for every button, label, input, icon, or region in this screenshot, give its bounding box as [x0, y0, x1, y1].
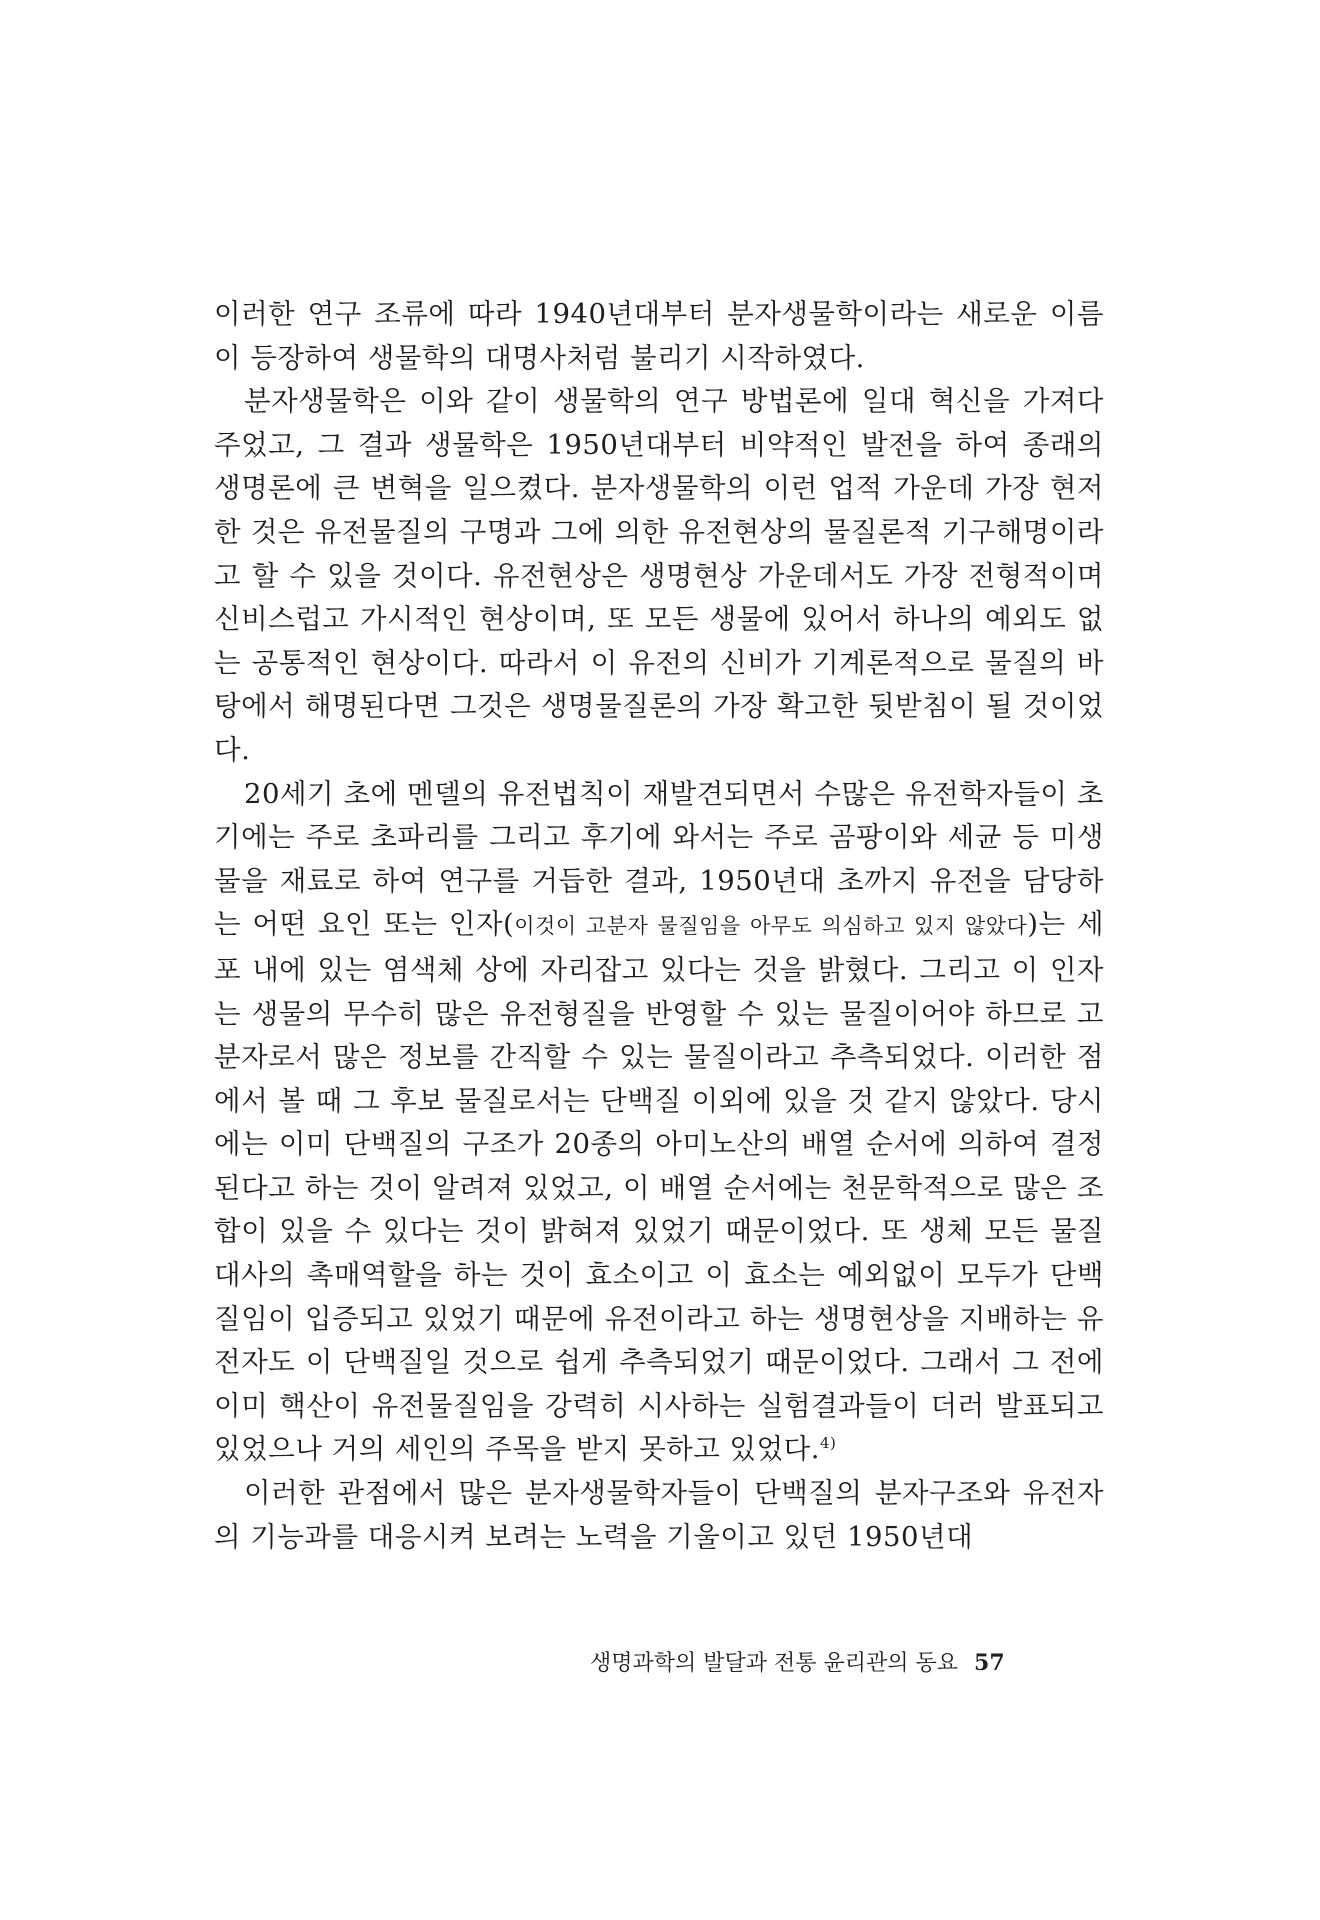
body-text: [214, 293, 1104, 1559]
page-footer: [590, 1648, 1110, 1679]
running-title: 생명과학의 발달과 전통 윤리관의 동요: [590, 1651, 959, 1676]
paragraph-1: 이러한 연구 조류에 따라 1940년대부터 분자생물학이라는 새로운 이름이 등장하여 생물학의 대명사처럼 불리기 시작하였다.: [214, 298, 1104, 374]
paragraph-2: 분자생물학은 이와 같이 생물학의 연구 방법론에 일대 혁신을 가져다 주었고, 그 결과 생물학은 1950년대부터 비약적인 발전을 하여 종래의 생명론에 큰 변혁을 일으켰다. 분자생물학의 이런 업적 가운데 가장 현저한 것은 유전물질의 구명과 그에 의한 유전현상의 물질론적 기구해명이라고 할 수 있을 것이다. 유전현상은 생명현상 가운데서도 가장 전형적이며 신비스럽고 가시적인 현상이며, 또 모든 생물에 있어서 하나의 예외도 없는 공통적인 현상이다. 따라서 이 유전의 신비가 기계론적으로 물질의 바탕에서 해명된다면 그것은 생명물질론의 가장 확고한 뒷받침이 될 것이었다.: [214, 385, 1105, 766]
paragraph-3: [214, 773, 1104, 1473]
paragraph-3-parenthetical: 이것이 고분자 물질임을 아무도 의심하고 있지 않았다: [514, 914, 1028, 939]
page-number: 57: [974, 1650, 1005, 1676]
paragraph-3-part-2: )는 세포 내에 있는 염색체 상에 자리잡고 있다는 것을 밝혔다. 그리고 이 인자는 생물의 무수히 많은 유전형질을 반영할 수 있는 물질이어야 하므로 고분자로서 많은 정보를 간직할 수 있는 물질이라고 추측되었다. 이러한 점에서 볼 때 그 후보 물질로서는 단백질 이외에 있을 것 같지 않았다. 당시에는 이미 단백질의 구조가 20종의 아미노산의 배열 순서에 의하여 결정된다고 하는 것이 알려져 있었고, 이 배열 순서에는 천문학적으로 많은 조합이 있을 수 있다는 것이 밝혀져 있었기 때문이었다. 또 생체 모든 물질대사의 촉매역할을 하는 것이 효소이고 이 효소는 예외없이 모두가 단백질임이 입증되고 있었기 때문에 유전이라고 하는 생명현상을 지배하는 유전자도 이 단백질일 것으로 쉽게 추측되었기 때문이었다. 그래서 그 전에 이미 핵산이 유전물질임을 강력히 시사하는 실험결과들이 더러 발표되고 있었으나 거의 세인의 주목을 받지 못하고 있었다.: [214, 908, 1105, 1466]
paragraph-4: 이러한 관점에서 많은 분자생물학자들이 단백질의 분자구조와 유전자의 기능과를 대응시켜 보려는 노력을 기울이고 있던 1950년대: [214, 1477, 1104, 1553]
footnote-marker: 4): [820, 1434, 837, 1453]
paragraph-3-part-1: 20세기 초에 멘델의 유전법칙이 재발견되면서 수많은 유전학자들이 초기에는 주로 초파리를 그리고 후기에 와서는 주로 곰팡이와 세균 등 미생물을 재료로 하여 연구를 거듭한 결과, 1950년대 초까지 유전을 담당하는 어떤 요인 또는 인자(: [214, 777, 1104, 941]
